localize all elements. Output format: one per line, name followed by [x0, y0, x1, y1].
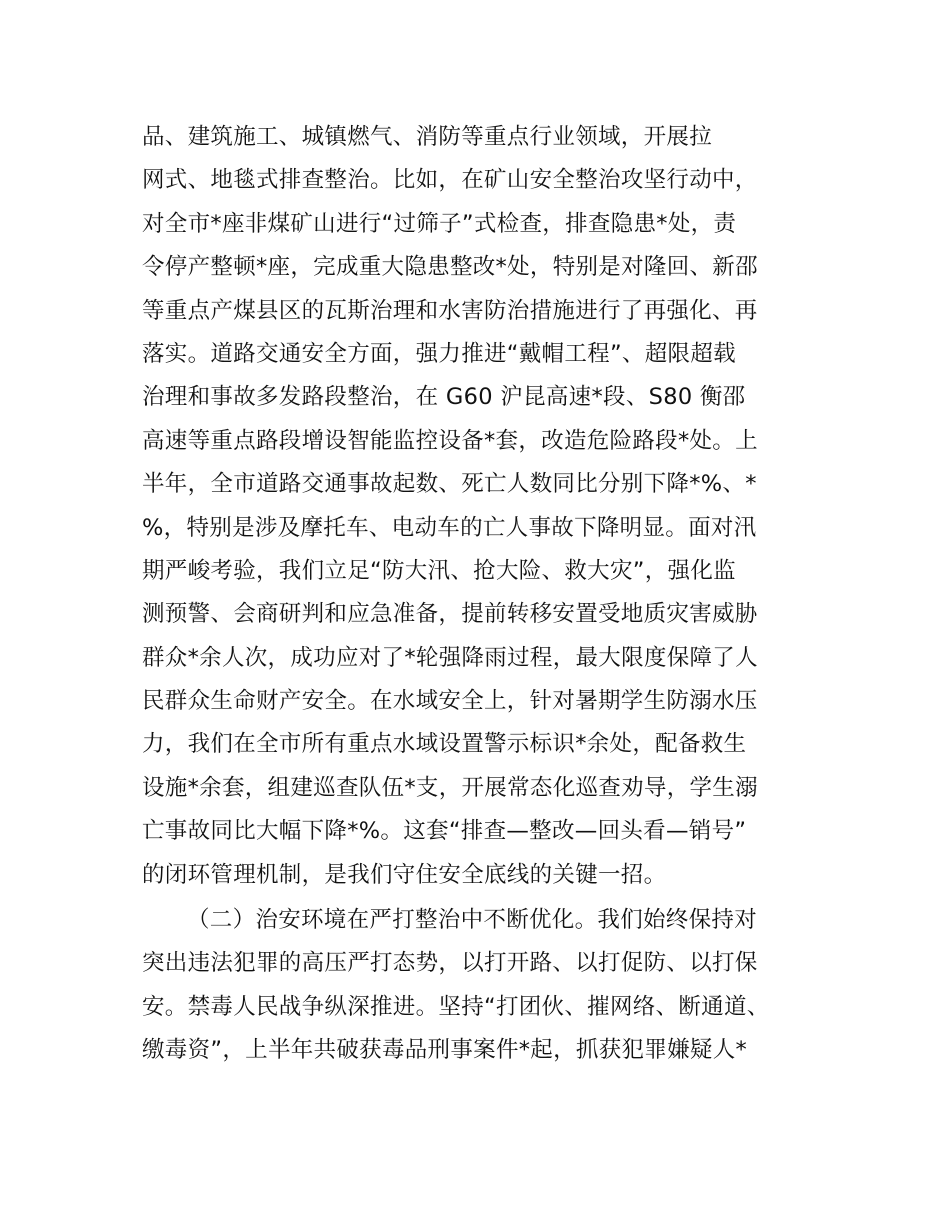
- text-line: %，特别是涉及摩托车、电动车的亡人事故下降明显。面对汛: [142, 514, 757, 541]
- text-line: 半年，全市道路交通事故起数、死亡人数同比分别下降*%、*: [142, 471, 757, 498]
- paragraph-safety: [142, 116, 822, 897]
- text-line: 期严峻考验，我们立足“防大汛、抢大险、救大灾”，强化监: [142, 557, 736, 584]
- text-line: 测预警、会商研判和应急准备，提前转移安置受地质灾害威胁: [142, 601, 758, 628]
- text-line: 设施*余套，组建巡查队伍*支，开展常态化巡查劝导，学生溺: [142, 774, 758, 801]
- document-body: [142, 116, 822, 1073]
- text-line: 缴毒资”，上半年共破获毒品刑事案件*起，抓获犯罪嫌疑人*: [142, 1037, 748, 1064]
- text-line: 对全市*座非煤矿山进行“过筛子”式检查，排查隐患*处，责: [142, 210, 737, 237]
- text-line: 落实。道路交通安全方面，强力推进“戴帽工程”、超限超载: [142, 340, 736, 367]
- text-line: 等重点产煤县区的瓦斯治理和水害防治措施进行了再强化、再: [142, 297, 758, 324]
- text-line: 亡事故同比大幅下降*%。这套“排查—整改—回头看—销号”: [142, 818, 747, 845]
- text-line: 的闭环管理机制，是我们守住安全底线的关键一招。: [142, 861, 667, 888]
- text-line: 高速等重点路段增设智能监控设备*套，改造危险路段*处。上: [142, 427, 758, 454]
- text-line: 网式、地毯式排查整治。比如，在矿山安全整治攻坚行动中，: [142, 167, 758, 194]
- text-line: 力，我们在全市所有重点水域设置警示标识*余处，配备救生: [142, 731, 747, 758]
- text-line: 治理和事故多发路段整治，在 G60 沪昆高速*段、S80 衡邵: [142, 384, 746, 411]
- text-line: 突出违法犯罪的高压严打态势，以打开路、以打促防、以打保: [142, 950, 758, 977]
- text-line: 品、建筑施工、城镇燃气、消防等重点行业领域，开展拉: [142, 124, 713, 150]
- text-line: 民群众生命财产安全。在水域安全上，针对暑期学生防溺水压: [142, 688, 758, 715]
- text-line: 令停产整顿*座，完成重大隐患整改*处，特别是对隆回、新邵: [142, 254, 758, 281]
- text-line: 群众*余人次，成功应对了*轮强降雨过程，最大限度保障了人: [142, 644, 758, 671]
- text-line: 安。禁毒人民战争纵深推进。坚持“打团伙、摧网络、断通道、: [142, 993, 770, 1020]
- paragraph-public-order: [142, 899, 822, 1073]
- section-heading-line: （二）治安环境在严打整治中不断优化。我们始终保持对: [187, 907, 758, 934]
